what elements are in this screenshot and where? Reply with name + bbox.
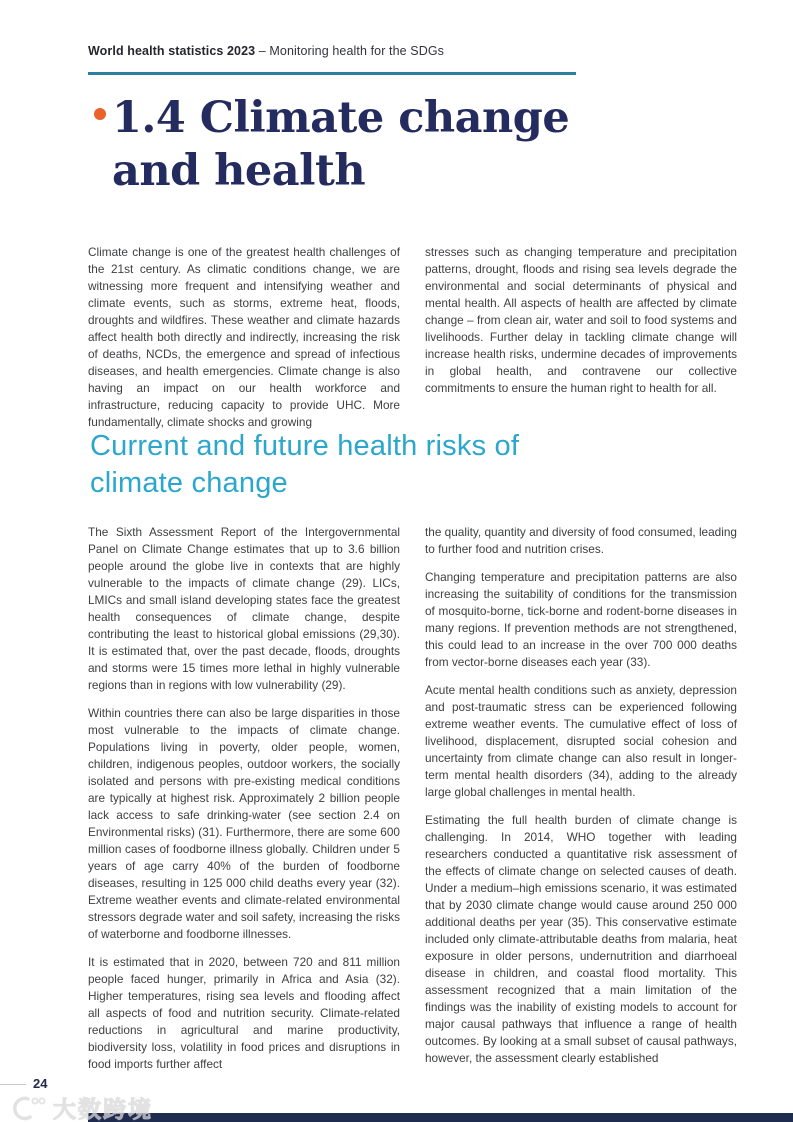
section-heading: Current and future health risks of climate change bbox=[90, 430, 520, 499]
body-paragraph: It is estimated that in 2020, between 720 and 811 million people faced hunger, primarily in Africa and Asia (32). Higher temperatures, rising sea levels and flooding affect all aspects of food and nutrition security. Climate-related reductions in agricultural and marine productivity, biodiversity loss, volatility in food prices and disruptions in food imports further affect bbox=[88, 955, 400, 1071]
running-header bbox=[88, 44, 705, 58]
running-header-subtitle: – Monitoring health for the SDGs bbox=[255, 44, 445, 58]
body-paragraph: the quality, quantity and diversity of food consumed, leading to further food and nutrition crises. bbox=[425, 525, 737, 556]
section-columns bbox=[88, 524, 737, 1084]
body-paragraph: Acute mental health conditions such as anxiety, depression and post-traumatic stress can be experienced following extreme weather events. The cumulative effect of loss of livelihood, displacement, disrupted social cohesion and uncertainty from climate change can also result in longer-term mental health disorders (34), adding to the already large global challenges in mental health. bbox=[425, 683, 737, 799]
body-paragraph: Climate change is one of the greatest health challenges of the 21st century. As climatic conditions change, we are witnessing more frequent and intensifying weather and climate events, such as storms, extreme heat, floods, droughts and wildfires. These weather and climate hazards affect health both directly and indirectly, increasing the risk of deaths, NCDs, the emergence and spread of infectious diseases, and health emergencies. Climate change is also having an impact on our health workforce and infrastructure, reducing capacity to provide UHC. More fundamentally, climate shocks and growing bbox=[88, 245, 400, 429]
body-paragraph: Changing temperature and precipitation patterns are also increasing the suitability of conditions for the transmission of mosquito-borne, tick-borne and rodent-borne diseases in many regions. If prevention methods are not strengthened, this could lead to an increase in the over 700 000 deaths from vector-borne diseases each year (33). bbox=[425, 570, 737, 669]
intro-columns bbox=[88, 244, 737, 442]
chapter-title: 1.4 Climate change and health bbox=[112, 93, 570, 196]
section-right-column bbox=[425, 524, 737, 1084]
body-paragraph: stresses such as changing temperature and precipitation patterns, drought, floods and rising sea levels degrade the environmental and social determinants of physical and mental health. All aspects of health are affected by climate change – from clean air, water and soil to food systems and livelihoods. Further delay in tackling climate change will increase health risks, undermine decades of improvements in global health, and contravene our collective commitments to ensure the human right to health for all. bbox=[425, 245, 737, 395]
footer-tick-line bbox=[0, 1084, 26, 1085]
footer-bar bbox=[88, 1113, 793, 1122]
watermark-logo-icon bbox=[8, 1095, 48, 1121]
body-paragraph: Estimating the full health burden of climate change is challenging. In 2014, WHO together with leading researchers conducted a quantitative risk assessment of the effects of climate change on selected causes of death. Under a medium–high emissions scenario, it was estimated that by 2030 climate change would cause around 250 000 additional deaths per year (35). This conservative estimate included only climate-attributable deaths from malaria, heat exposure in older persons, undernutrition and diarrhoeal disease in children, and coastal flood mortality. This assessment recognized that a main limitation of the findings was the inability of existing models to account for major causal pathways that influence a range of health outcomes. By looking at a small subset of causal pathways, however, the assessment clearly established bbox=[425, 813, 737, 1065]
running-header-title: World health statistics 2023 bbox=[88, 44, 256, 58]
section-left-column bbox=[88, 524, 400, 1084]
intro-left-column bbox=[88, 244, 400, 442]
body-paragraph: The Sixth Assessment Report of the Intergovernmental Panel on Climate Change estimates that up to 3.6 billion people around the globe live in contexts that are highly vulnerable to the impacts of climate change (29). LICs, LMICs and small island developing states face the greatest health consequences of climate change, despite contributing the least to historical global emissions (29,30). It is estimated that, over the past decade, floods, droughts and storms were 15 times more lethal in highly vulnerable regions than in regions with low vulnerability (29). bbox=[88, 525, 400, 692]
header-rule bbox=[88, 72, 576, 75]
watermark-text: 大数跨境 bbox=[53, 1096, 153, 1122]
intro-right-column bbox=[425, 244, 737, 442]
page-number: 24 bbox=[33, 1076, 48, 1091]
body-paragraph: Within countries there can also be large disparities in those most vulnerable to the impacts of climate change. Populations living in poverty, older people, women, children, indigenous peoples, outdoor workers, the socially isolated and persons with pre-existing medical conditions are typically at highest risk. Approximately 2 billion people lack access to safe drinking-water (see section 2.4 on Environmental risks) (31). Furthermore, there are some 600 million cases of foodborne illness globally. Children under 5 years of age carry 40% of the burden of foodborne diseases, resulting in 125 000 child deaths every year (32). Extreme weather events and climate-related environmental stressors degrade water and soil safety, increasing the risks of waterborne and foodborne illnesses. bbox=[88, 706, 400, 941]
section-bullet-icon bbox=[94, 108, 106, 120]
